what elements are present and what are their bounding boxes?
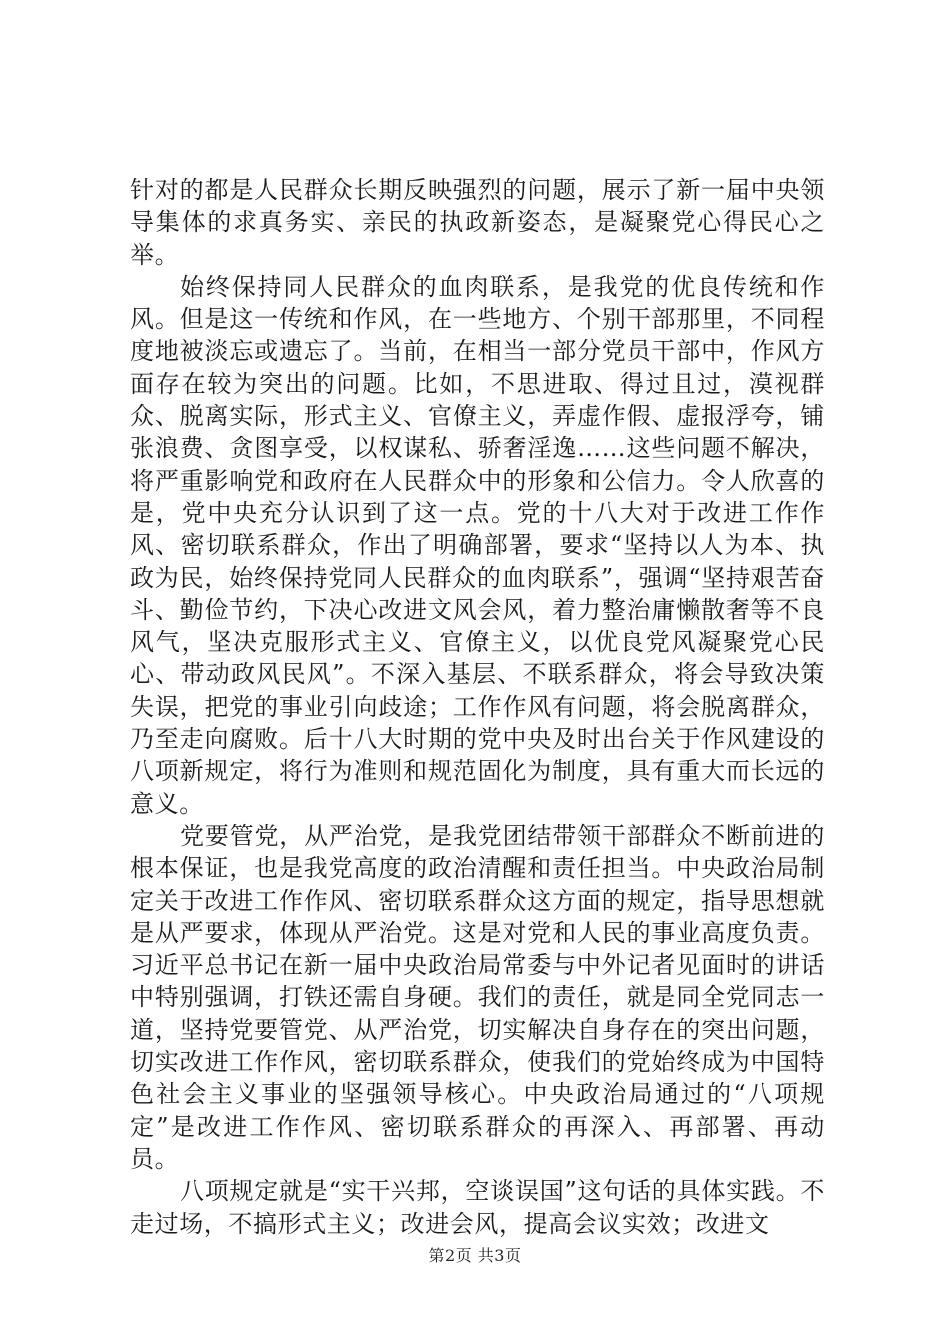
- paragraph-2: 始终保持同人民群众的血肉联系，是我党的优良传统和作风。但是这一传统和作风，在一些地方、个别干部那里，不同程度地被淡忘或遗忘了。当前，在相当一部分党员干部中，作风方面存在较为突出的问题。比如，不思进取、得过且过，漠视群众、脱离实际，形式主义、官僚主义，弄虚作假、虚报浮夸，铺张浪费、贪图享受，以权谋私、骄奢淫逸……这些问题不解决，将严重影响党和政府在人民群众中的形象和公信力。令人欣喜的是，党中央充分认识到了这一点。党的十八大对于改进工作作风、密切联系群众，作出了明确部署，要求“坚持以人为本、执政为民，始终保持党同人民群众的血肉联系”，强调“坚持艰苦奋斗、勤俭节约，下决心改进文风会风，着力整治庸懒散奢等不良风气，坚决克服形式主义、官僚主义，以优良党风凝聚党心民心、带动政风民风”。不深入基层、不联系群众，将会导致决策失误，把党的事业引向歧途；工作作风有问题，将会脱离群众，乃至走向腐败。后十八大时期的党中央及时出台关于作风建设的八项新规定，将行为准则和规范固化为制度，具有重大而长远的意义。: [130, 272, 825, 818]
- paragraph-1: 针对的都是人民群众长期反映强烈的问题，展示了新一届中央领导集体的求真务实、亲民的执政新姿态，是凝聚党心得民心之举。: [130, 176, 825, 269]
- document-body: [130, 174, 825, 1240]
- page-footer: 第2页 共3页: [428, 1246, 522, 1265]
- paragraph-3: 党要管党，从严治党，是我党团结带领干部群众不断前进的根本保证，也是我党高度的政治清醒和责任担当。中央政治局制定关于改进工作作风、密切联系群众这方面的规定，指导思想就是从严要求，体现从严治党。这是对党和人民的事业高度负责。习近平总书记在新一届中央政治局常委与中外记者见面时的讲话中特别强调，打铁还需自身硬。我们的责任，就是同全党同志一道，坚持党要管党、从严治党，切实解决自身存在的突出问题，切实改进工作作风，密切联系群众，使我们的党始终成为中国特色社会主义事业的坚强领导核心。中央政治局通过的“八项规定”是改进工作作风、密切联系群众的再深入、再部署、再动员。: [130, 821, 825, 1173]
- paragraph-4: 八项规定就是“实干兴邦，空谈误国”这句话的具体实践。不走过场，不搞形式主义；改进会风，提高会议实效；改进文: [130, 1177, 825, 1238]
